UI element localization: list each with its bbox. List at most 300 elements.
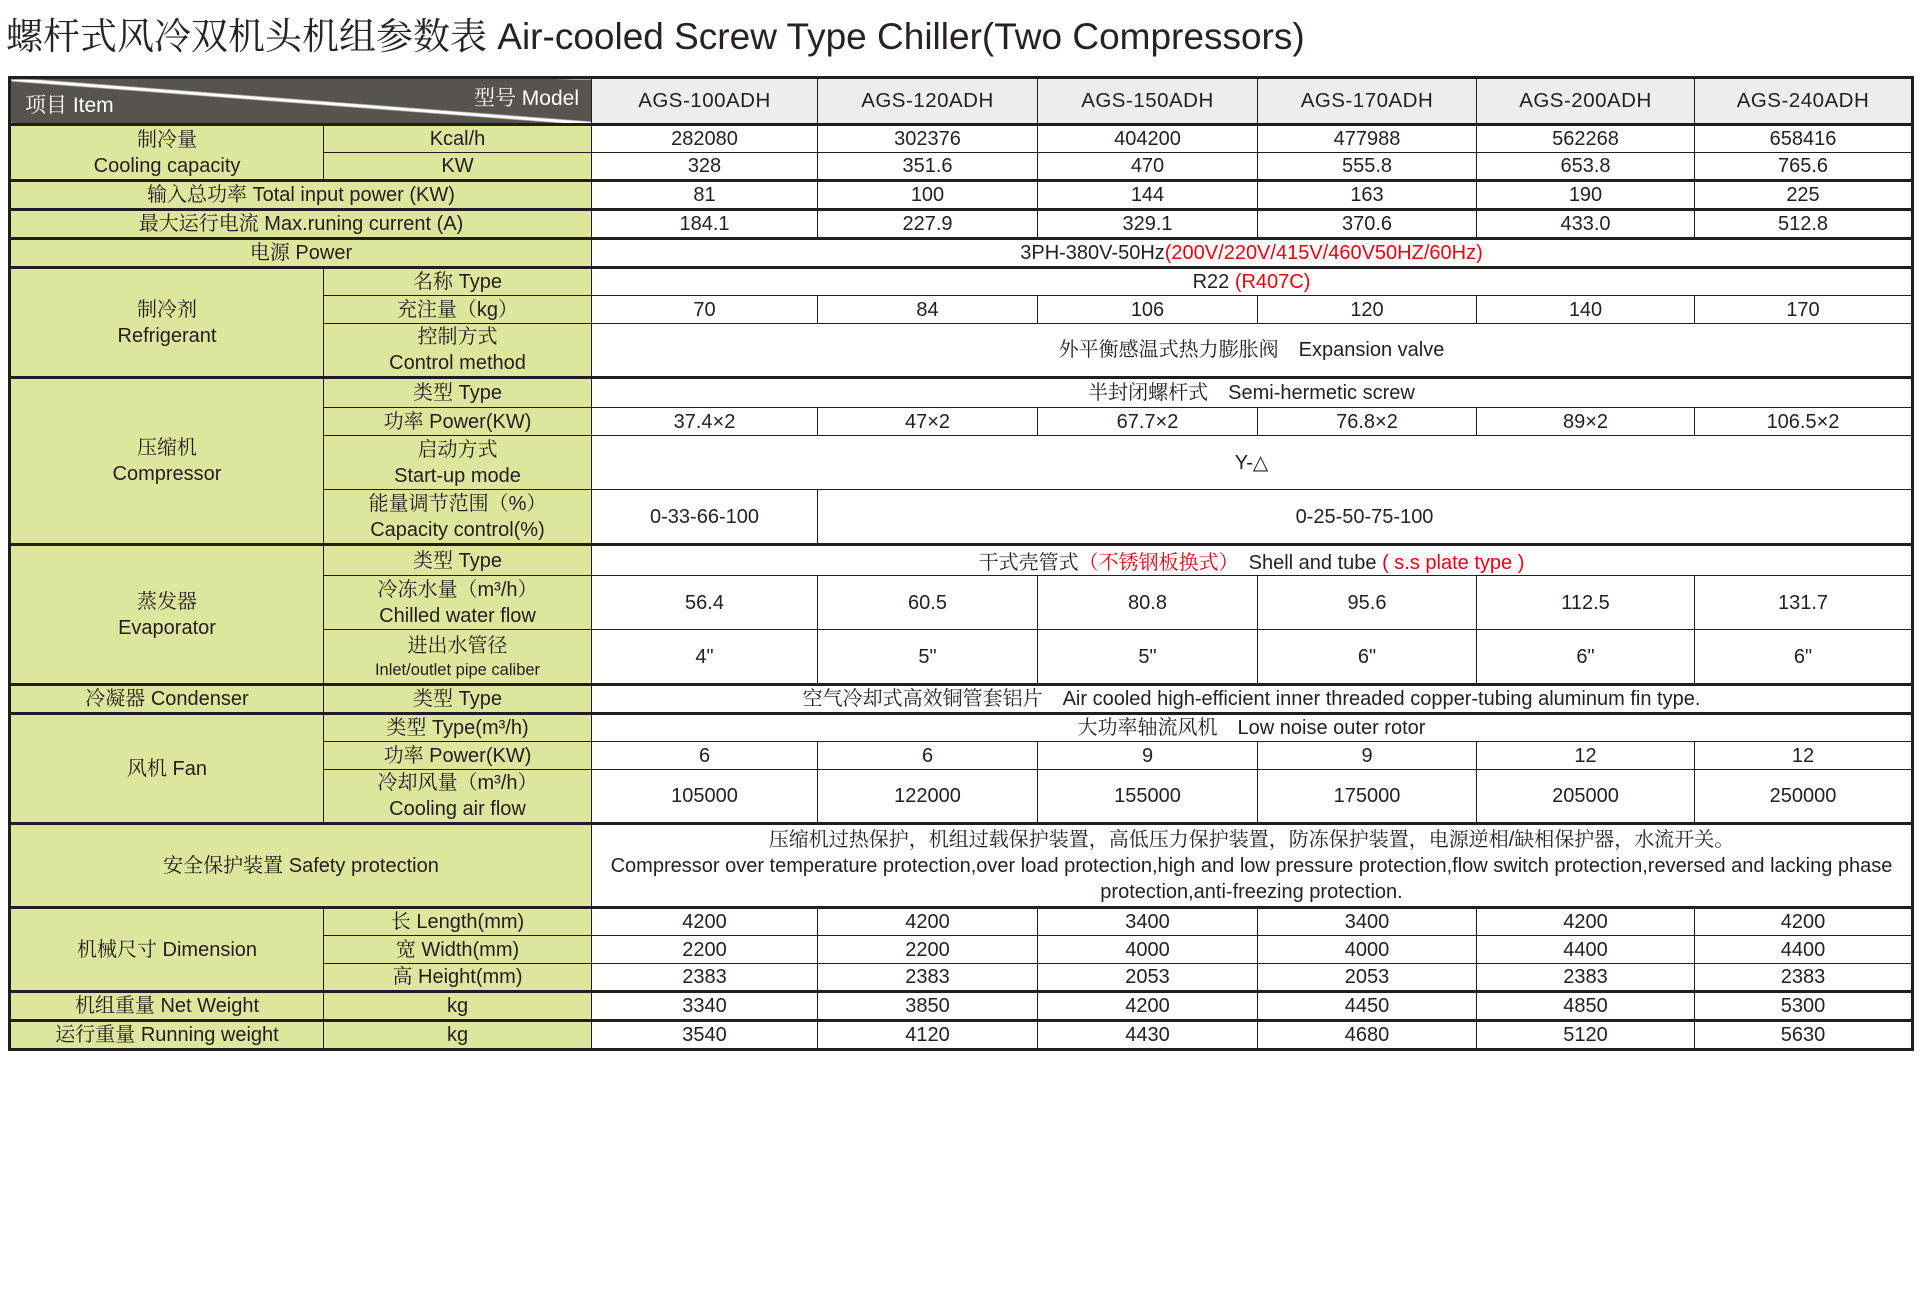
text-line: 2053 <box>1344 966 1390 988</box>
value-cell <box>1695 770 1913 824</box>
value-cell <box>1477 181 1695 210</box>
value-cell <box>1258 770 1477 824</box>
text-line: 3400 <box>1125 911 1170 933</box>
value-cell <box>1258 630 1477 685</box>
text-line: 0-33-66-100 <box>650 505 759 528</box>
text-line: 562268 <box>1552 128 1619 150</box>
text-line: 302376 <box>894 128 961 150</box>
text-line: 半封闭螺杆式 Semi-hermetic screw <box>1088 382 1415 404</box>
text-line: Cooling capacity <box>93 154 241 177</box>
label-evaporator <box>10 545 324 685</box>
value-cell <box>1258 742 1477 770</box>
value-cell <box>1258 296 1477 324</box>
value-cell <box>1477 936 1695 964</box>
spec-sheet-page <box>0 6 1920 1301</box>
value-cell <box>1038 408 1258 436</box>
value-cell <box>592 936 818 964</box>
text-line: 12 <box>1791 744 1815 767</box>
value-startup-mode <box>592 436 1913 490</box>
text-line: 370.6 <box>1341 213 1393 235</box>
label-capacity-control <box>324 490 592 545</box>
value-cell <box>818 296 1038 324</box>
highlighted-text: (200V/220V/415V/460V50HZ/60Hz) <box>1164 241 1483 264</box>
label-length <box>324 908 592 936</box>
text-line: 控制方式 <box>417 326 498 348</box>
text-line: 67.7×2 <box>1116 410 1179 433</box>
text-line: 6" <box>1357 645 1377 668</box>
text-line: 4430 <box>1125 1024 1170 1046</box>
value-cell <box>1038 908 1258 936</box>
value-cell <box>1695 210 1913 239</box>
text-line: 高 Height(mm) <box>392 966 523 988</box>
label-fan <box>10 714 324 824</box>
value-cell <box>592 742 818 770</box>
text-line: 2383 <box>682 966 727 988</box>
text-line: 2383 <box>905 966 950 988</box>
text-line: 5" <box>918 645 937 668</box>
text-line: 蒸发器 <box>137 590 197 613</box>
text-line: 95.6 <box>1347 591 1387 614</box>
table-row <box>10 714 1913 742</box>
text-line: 4200 <box>1780 911 1826 933</box>
text-line: 184.1 <box>679 213 730 235</box>
text-line: 227.9 <box>902 213 953 235</box>
value-cell <box>1258 210 1477 239</box>
text-line: 名称 Type <box>413 271 502 293</box>
text-line: 131.7 <box>1777 591 1829 614</box>
text-line: 2200 <box>905 938 950 961</box>
value-cell <box>818 1021 1038 1050</box>
table-row <box>10 210 1913 239</box>
value-cell <box>1695 296 1913 324</box>
text-line: 电源 Power <box>249 242 353 264</box>
table-row <box>10 908 1913 936</box>
value-cell <box>1038 296 1258 324</box>
value-cell <box>1477 576 1695 630</box>
text-line: 机组重量 Net Weight <box>74 995 260 1017</box>
value-cell <box>818 490 1913 545</box>
text-line: 89×2 <box>1562 410 1609 433</box>
table-row <box>10 992 1913 1021</box>
text-line: 4680 <box>1344 1024 1390 1046</box>
value-cell <box>1038 770 1258 824</box>
value-control-method <box>592 324 1913 378</box>
value-cell <box>1038 576 1258 630</box>
text-line: 84 <box>916 298 939 321</box>
text-line: 81 <box>693 184 716 206</box>
value-cell <box>1695 153 1913 181</box>
value-cell <box>1477 153 1695 181</box>
text-line: 5630 <box>1780 1024 1826 1046</box>
text-line: Refrigerant <box>117 324 217 347</box>
value-cell <box>1038 936 1258 964</box>
label-fan-type <box>324 714 592 742</box>
text-line: 5300 <box>1780 995 1826 1017</box>
text-line: 4450 <box>1344 995 1390 1017</box>
text-line: 2383 <box>1780 966 1826 988</box>
value-cell <box>592 490 818 545</box>
value-cell <box>592 992 818 1021</box>
text-line: KW <box>441 155 474 177</box>
value-power-supply <box>592 239 1913 268</box>
text-line: 9 <box>1141 744 1154 767</box>
table-row <box>10 125 1913 153</box>
value-cell <box>818 936 1038 964</box>
text-line: 运行重量 Running weight <box>55 1024 279 1046</box>
table-row <box>10 545 1913 576</box>
text-line: 4120 <box>905 1024 950 1046</box>
text-line: 47×2 <box>904 410 951 433</box>
text-line: 进出水管径 <box>407 634 508 657</box>
text-line: 4200 <box>905 911 950 933</box>
text-line: Evaporator <box>118 616 216 639</box>
value-cell <box>1258 408 1477 436</box>
text-line: Compressor over temperature protection,over load protection,high and low pressure protection,flow switch protection,reversed and lacking phase protection,anti-freezing protection. <box>610 854 1893 903</box>
text-line: Start-up mode <box>394 464 521 487</box>
value-cell <box>592 908 818 936</box>
text-line: 404200 <box>1114 128 1181 150</box>
text-line: 功率 Power(KW) <box>383 744 532 767</box>
value-cell <box>592 576 818 630</box>
value-cell <box>1258 964 1477 992</box>
text-line: 56.4 <box>685 591 724 614</box>
label-evaporator-type <box>324 545 592 576</box>
value-cell <box>818 210 1038 239</box>
text-line: 555.8 <box>1341 155 1393 177</box>
text-line: Kcal/h <box>429 128 486 150</box>
highlighted-text: ( s.s plate type ) <box>1382 552 1525 574</box>
text-line: 2053 <box>1125 966 1170 988</box>
model-header-cell: AGS-240ADH <box>1695 78 1913 125</box>
text-line: 类型 Type(m³/h) <box>386 717 529 739</box>
text-line: 329.1 <box>1122 213 1173 235</box>
text-segment: 干式壳管式 <box>978 552 1079 574</box>
label-fan-power <box>324 742 592 770</box>
text-line: 类型 Type <box>413 382 502 404</box>
value-cell <box>1258 576 1477 630</box>
value-cell <box>1038 742 1258 770</box>
label-compressor <box>10 378 324 545</box>
text-segment: Shell and tube <box>1228 552 1383 574</box>
value-cell <box>1695 630 1913 685</box>
text-line: 144 <box>1130 184 1165 206</box>
label-running-weight <box>10 1021 324 1050</box>
label-dimension <box>10 908 324 992</box>
value-cell <box>1258 125 1477 153</box>
model-header-cell: AGS-170ADH <box>1258 78 1477 125</box>
value-cell <box>592 630 818 685</box>
text-line: 4400 <box>1563 938 1608 961</box>
text-line: Inlet/outlet pipe caliber <box>374 660 541 679</box>
text-line: Chilled water flow <box>379 604 536 627</box>
text-line: 6 <box>698 744 711 767</box>
value-cell <box>1258 1021 1477 1050</box>
text-line: 6" <box>1576 645 1595 668</box>
label-compressor-type <box>324 378 592 408</box>
text-line: 155000 <box>1114 785 1181 807</box>
text-line: 170 <box>1786 298 1820 321</box>
value-cell <box>1477 770 1695 824</box>
value-cell <box>1258 936 1477 964</box>
value-cell <box>592 210 818 239</box>
text-line: Compressor <box>112 463 222 485</box>
value-evaporator-type <box>592 545 1913 576</box>
label-height <box>324 964 592 992</box>
label-pipe-caliber <box>324 630 592 685</box>
value-cell <box>1695 742 1913 770</box>
value-cell <box>818 964 1038 992</box>
value-cell <box>592 964 818 992</box>
table-row <box>10 181 1913 210</box>
label-compressor-power <box>324 408 592 436</box>
text-line: 80.8 <box>1128 591 1167 614</box>
label-refrigerant-charge <box>324 296 592 324</box>
text-line: 4400 <box>1780 938 1826 961</box>
label-refrigerant-name <box>324 268 592 296</box>
value-cell <box>1038 153 1258 181</box>
text-line: 冷冻水量（m³/h） <box>377 578 538 601</box>
text-line: Control method <box>389 352 526 374</box>
text-line: 70 <box>693 298 716 321</box>
text-line: 3400 <box>1344 911 1390 933</box>
value-cell <box>1477 296 1695 324</box>
label-safety-protection <box>10 824 592 908</box>
text-line: 3540 <box>682 1024 727 1046</box>
text-line: 大功率轴流风机 Low noise outer rotor <box>1077 717 1426 739</box>
text-line: 能量调节范围（%） <box>368 492 547 515</box>
table-row <box>10 1021 1913 1050</box>
value-cell <box>1258 153 1477 181</box>
table-row <box>10 378 1913 408</box>
value-cell <box>1695 181 1913 210</box>
value-cell <box>818 125 1038 153</box>
label-chilled-water-flow <box>324 576 592 630</box>
text-line: 4850 <box>1563 995 1608 1017</box>
model-header-cell: AGS-100ADH <box>592 78 818 125</box>
text-line: 冷凝器 Condenser <box>85 688 249 710</box>
table-row <box>10 685 1913 714</box>
value-cell <box>1038 630 1258 685</box>
value-cell <box>1038 964 1258 992</box>
text-line: kg <box>446 995 469 1017</box>
value-safety-protection <box>592 824 1913 908</box>
value-cell <box>1695 408 1913 436</box>
value-cell <box>1258 992 1477 1021</box>
label-net-weight <box>10 992 324 1021</box>
text-line: 76.8×2 <box>1336 410 1398 433</box>
text-line: 4200 <box>1563 911 1608 933</box>
model-header-cell: AGS-200ADH <box>1477 78 1695 125</box>
value-cell <box>1038 210 1258 239</box>
text-line: 140 <box>1568 298 1603 321</box>
value-cell <box>818 153 1038 181</box>
text-line: 37.4×2 <box>673 410 736 433</box>
value-cell <box>1477 210 1695 239</box>
value-cell <box>818 992 1038 1021</box>
text-line: kg <box>446 1024 469 1046</box>
value-cell <box>1258 908 1477 936</box>
text-line: 类型 Type <box>413 549 502 572</box>
text-line: 充注量（kg） <box>396 298 519 321</box>
text-line: 6" <box>1793 645 1813 668</box>
value-cell <box>1695 908 1913 936</box>
item-header-label: 项目 Item <box>25 94 114 117</box>
value-cell <box>1695 1021 1913 1050</box>
text-line: 2200 <box>682 938 727 961</box>
value-cell <box>818 742 1038 770</box>
text-line: 3850 <box>905 995 950 1017</box>
text-line: 9 <box>1361 744 1373 767</box>
label-refrigerant <box>10 268 324 378</box>
text-line: 4000 <box>1344 938 1390 961</box>
text-line: 658416 <box>1769 128 1837 150</box>
value-cell <box>818 908 1038 936</box>
text-line: 12 <box>1574 744 1597 767</box>
text-line: 0-25-50-75-100 <box>1295 505 1434 528</box>
text-line: 冷却风量（m³/h） <box>377 772 538 794</box>
text-line: 6 <box>921 744 934 767</box>
value-cell <box>1477 742 1695 770</box>
text-line: Capacity control(%) <box>370 518 545 541</box>
label-cooling-capacity <box>10 125 324 181</box>
text-line: 最大运行电流 Max.runing current (A) <box>138 213 464 235</box>
text-line: 105000 <box>671 785 738 807</box>
label-cooling-air-flow <box>324 770 592 824</box>
text-line: 205000 <box>1552 785 1619 807</box>
label-startup-mode <box>324 436 592 490</box>
text-line: 122000 <box>894 785 961 807</box>
value-cell <box>1038 992 1258 1021</box>
text-line: 190 <box>1568 184 1603 206</box>
text-line: 100 <box>910 184 945 206</box>
text-line: 60.5 <box>908 591 947 614</box>
table-header-row <box>10 78 1913 125</box>
label-total-input-power <box>10 181 592 210</box>
label-condenser <box>10 685 324 714</box>
value-cell <box>1038 1021 1258 1050</box>
text-line: 2383 <box>1563 966 1608 988</box>
label-kw <box>324 153 592 181</box>
value-refrigerant-name <box>592 268 1913 296</box>
text-line: 282080 <box>671 128 738 150</box>
text-line: 外平衡感温式热力膨胀阀 Expansion valve <box>1058 339 1445 361</box>
value-cell <box>1695 576 1913 630</box>
value-cell <box>1695 992 1913 1021</box>
label-power-supply <box>10 239 592 268</box>
text-line: 压缩机 <box>137 437 197 459</box>
value-fan-type <box>592 714 1913 742</box>
diagonal-header-cell <box>10 78 592 125</box>
text-line: 163 <box>1350 184 1384 206</box>
model-header-cell: AGS-150ADH <box>1038 78 1258 125</box>
text-line: 制冷量 <box>137 128 197 151</box>
text-line: 175000 <box>1333 785 1401 807</box>
value-cell <box>818 181 1038 210</box>
text-line: 512.8 <box>1777 213 1829 235</box>
text-line: 机械尺寸 Dimension <box>76 938 258 961</box>
text-line: 106 <box>1130 298 1165 321</box>
text-line: 功率 Power(KW) <box>383 410 532 433</box>
text-line: 112.5 <box>1561 591 1610 614</box>
text-line: 4" <box>695 645 714 668</box>
text-line: 765.6 <box>1777 155 1829 177</box>
value-cell <box>818 630 1038 685</box>
value-cell <box>1695 125 1913 153</box>
text-line: 3340 <box>682 995 727 1017</box>
value-cell <box>1477 1021 1695 1050</box>
value-cell <box>1038 125 1258 153</box>
text-segment: 3PH-380V-50Hz <box>1020 241 1165 264</box>
text-line: 类型 Type <box>413 688 502 710</box>
value-cell <box>1695 964 1913 992</box>
value-cell <box>1695 936 1913 964</box>
highlighted-text: （不锈钢板换式） <box>1078 552 1229 574</box>
table-row <box>10 268 1913 296</box>
value-cell <box>592 770 818 824</box>
text-line: 5120 <box>1563 1024 1608 1046</box>
model-header-label: 型号 Model <box>473 87 579 110</box>
value-cell <box>1477 125 1695 153</box>
text-line: 输入总功率 Total input power (KW) <box>147 184 455 206</box>
value-cell <box>818 576 1038 630</box>
page-title: 螺杆式风冷双机头机组参数表 Air-cooled Screw Type Chiller(Two Compressors) <box>6 16 1305 57</box>
value-cell <box>592 153 818 181</box>
text-line: 5" <box>1138 645 1157 668</box>
value-cell <box>818 408 1038 436</box>
value-compressor-type <box>592 378 1913 408</box>
text-line: 106.5×2 <box>1766 410 1840 433</box>
text-segment: R22 <box>1192 270 1235 293</box>
value-cell <box>592 408 818 436</box>
value-cell <box>1477 630 1695 685</box>
label-net-weight-unit <box>324 992 592 1021</box>
spec-table <box>8 76 1914 1051</box>
value-cell <box>1038 181 1258 210</box>
value-condenser-type <box>592 685 1913 714</box>
label-running-weight-unit <box>324 1021 592 1050</box>
model-header-cell: AGS-120ADH <box>818 78 1038 125</box>
text-line: 4200 <box>1125 995 1170 1017</box>
text-line: 120 <box>1350 298 1384 321</box>
text-line: 4200 <box>682 911 727 933</box>
text-line: Cooling air flow <box>389 798 526 820</box>
value-cell <box>1477 964 1695 992</box>
value-cell <box>1258 181 1477 210</box>
text-line: 470 <box>1130 155 1165 177</box>
text-line: 压缩机过热保护，机组过载保护装置，高低压力保护装置，防冻保护装置，电源逆相/缺相保护器，水流开关。 <box>768 828 1735 851</box>
label-max-running-current <box>10 210 592 239</box>
table-row <box>10 824 1913 908</box>
text-line: 安全保护装置 Safety protection <box>163 854 439 877</box>
value-cell <box>592 296 818 324</box>
text-line: 长 Length(mm) <box>390 911 525 933</box>
value-cell <box>592 1021 818 1050</box>
text-line: 433.0 <box>1560 213 1611 235</box>
label-kcal-h <box>324 125 592 153</box>
label-width <box>324 936 592 964</box>
label-condenser-type <box>324 685 592 714</box>
text-line: 风机 Fan <box>126 757 208 780</box>
text-line: Y-△ <box>1234 451 1269 474</box>
text-line: 225 <box>1786 184 1820 206</box>
text-line: 4000 <box>1125 938 1170 961</box>
highlighted-text: (R407C) <box>1234 270 1311 293</box>
text-line: 制冷剂 <box>137 298 197 321</box>
text-line: 空气冷却式高效铜管套铝片 Air cooled high-efficient inner threaded copper-tubing aluminum fin type. <box>802 688 1701 710</box>
text-line: 250000 <box>1769 785 1837 807</box>
value-cell <box>818 770 1038 824</box>
value-cell <box>1477 992 1695 1021</box>
